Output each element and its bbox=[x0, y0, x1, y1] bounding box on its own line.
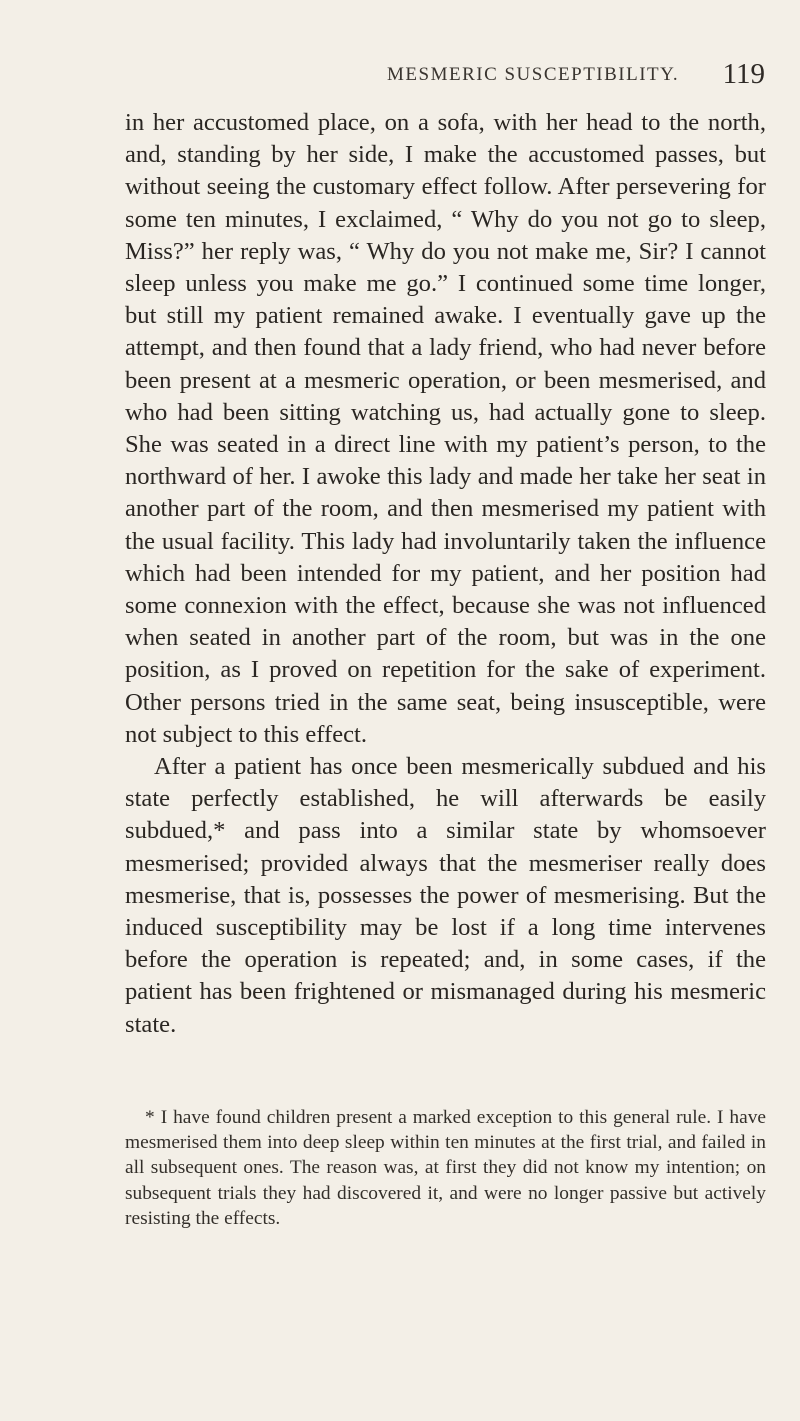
running-head bbox=[125, 58, 765, 101]
paragraph: After a patient has once been mesmerically subdued and his state perfectly established, he will afterwards be easily subdued,* and pass into a similar state by whomsoever mesmerised; provided always that the mesmeriser really does mesmerise, that is, possesses the power of mesmerising. But the induced susceptibility may be lost if a long time intervenes before the operation is repeated; and, in some cases, if the patient has been frightened or mismanaged during his mesmeric state. bbox=[125, 753, 766, 1038]
body-text bbox=[125, 107, 766, 1041]
footnote-text: I have found children present a marked exception to this general rule. I have mesmerised them into deep sleep within ten minutes at the first trial, and failed in all subsequent ones. The reason was, at first they did not know my intention; on subsequent trials they had discovered it, and were no longer passive but actively resisting the effects. bbox=[125, 1107, 766, 1229]
page-number: 119 bbox=[722, 58, 765, 90]
footnote bbox=[125, 1105, 766, 1231]
paragraph-continued: in her accustomed place, on a sofa, with her head to the north, and, standing by her side, I make the accustomed passes, but without seeing the customary effect follow. After persevering for some ten minutes, I exclaimed, “ Why do you not go to sleep, Miss?” her reply was, “ Why do you not make me, Sir? I cannot sleep unless you make me go.” I continued some time longer, but still my patient remained awake. I eventually gave up the attempt, and then found that a lady friend, who had never before been present at a mesmeric operation, or been mesmerised, and who had been sitting watching us, had actually gone to sleep. She was seated in a direct line with my patient’s person, to the northward of her. I awoke this lady and made her take her seat in another part of the room, and then mesmerised my patient with the usual facility. This lady had involuntarily taken the influence which had been intended for my patient, and her position had some connexion with the effect, because she was not influenced when seated in another part of the room, but was in the one position, as I proved on repetition for the sake of experiment. Other persons tried in the same seat, being insusceptible, were not subject to this effect. bbox=[125, 109, 766, 748]
running-title: MESMERIC SUSCEPTIBILITY. bbox=[387, 64, 680, 85]
footnote-marker: * bbox=[145, 1107, 155, 1128]
